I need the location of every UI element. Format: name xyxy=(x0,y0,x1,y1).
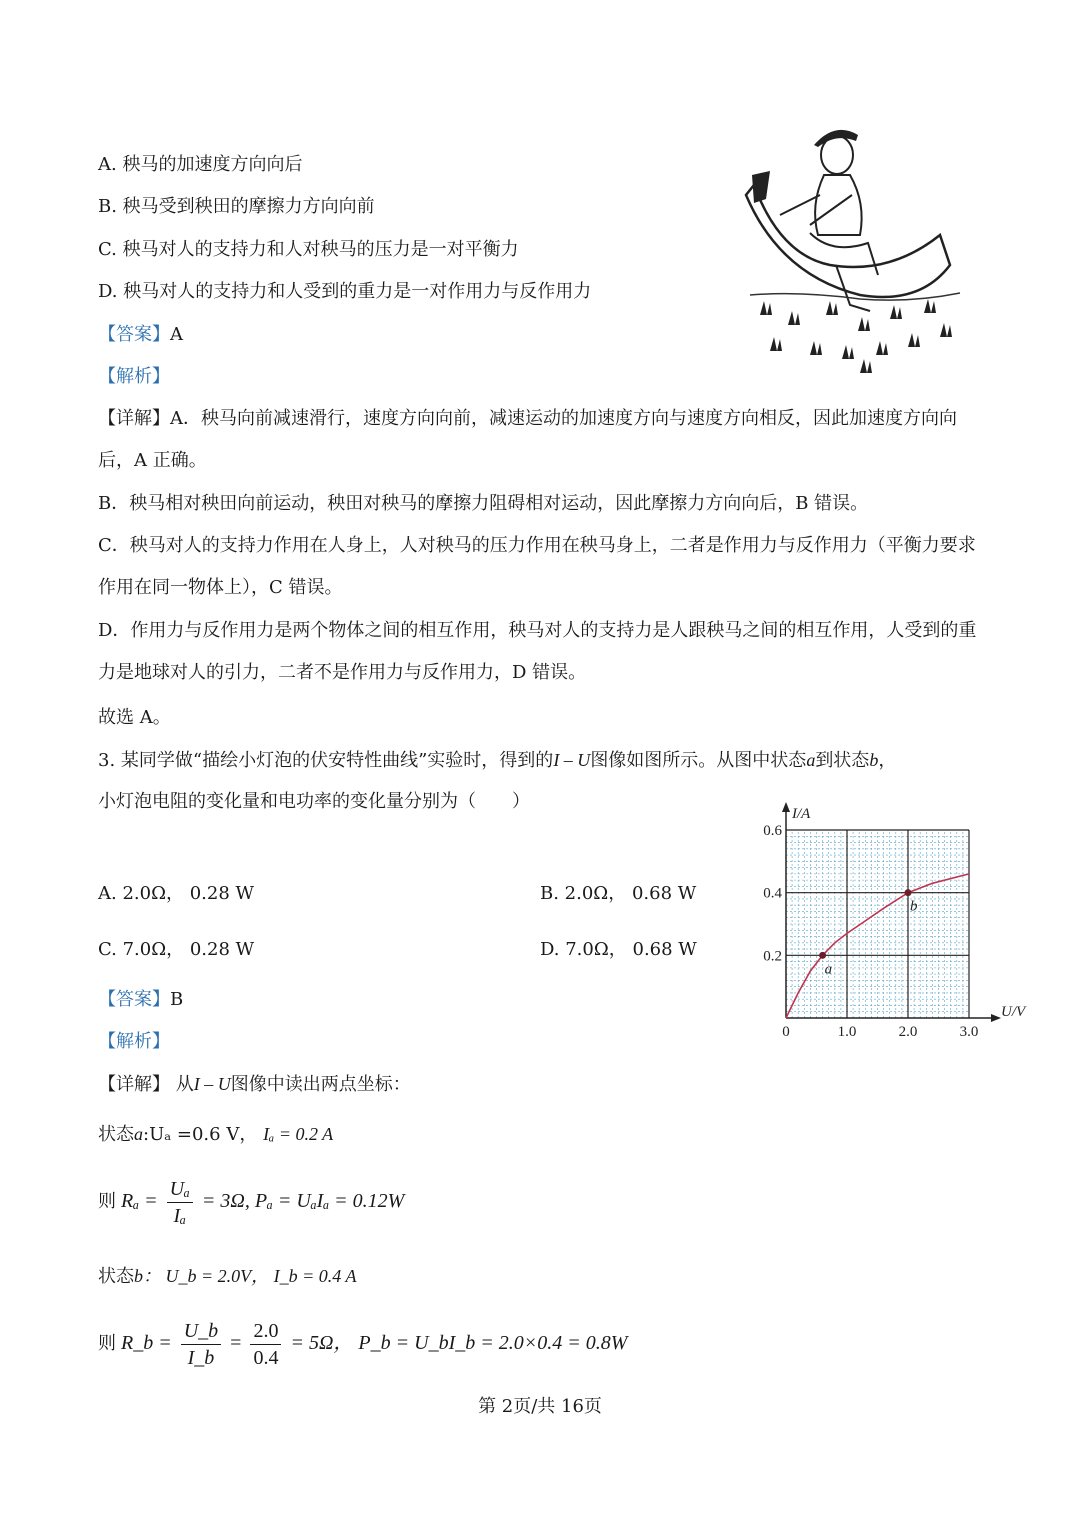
q3-option-b: B. 2.0Ω， 0.68 W xyxy=(540,883,697,904)
intro-part: 图像中读出两点坐标： xyxy=(230,1074,411,1095)
q3-stem-line2: 小灯泡电阻的变化量和电功率的变化量分别为（ ） xyxy=(98,791,530,812)
y-axis-label: I/A xyxy=(792,806,811,822)
point-a xyxy=(819,952,826,959)
q2-option-b: B. 秧马受到秧田的摩擦力方向向前 xyxy=(98,196,375,217)
point-label-b: b xyxy=(910,898,918,915)
x-tick-label: 1.0 xyxy=(837,1024,857,1040)
q3-stem-line1 xyxy=(98,748,896,773)
num-2-0: 2.0 xyxy=(250,1318,281,1345)
point-label-a: a xyxy=(824,961,833,978)
state-text: :Uₐ =0.6 V， xyxy=(143,1124,258,1145)
den-0-4: 0.4 xyxy=(253,1347,279,1369)
numeric-fraction xyxy=(250,1318,281,1371)
detail-a-text: A．秧马向前减速滑行，速度方向向前，减速运动的加速度方向与速度方向相反，因此加速度方向向后，A 正确。 xyxy=(98,408,957,471)
rb-rhs: = 5Ω， P_b = U_bI_b = 2.0×0.4 = 0.8W xyxy=(290,1332,628,1355)
intro-part: 从 xyxy=(175,1074,194,1095)
q2-option-d: D. 秧马对人的支持力和人受到的重力是一对作用力与反作用力 xyxy=(98,281,592,302)
ra-rhs: = 3Ω, Pₐ = UₐIₐ = 0.12W xyxy=(201,1190,405,1213)
then-label: 则 xyxy=(98,1191,116,1213)
q2-option-c: C. 秧马对人的支持力和人对秧马的压力是一对平衡力 xyxy=(98,239,519,260)
answer-tag: 【答案】 xyxy=(98,989,170,1010)
stem-part: ， xyxy=(878,750,897,771)
q2-option-a: A. 秧马的加速度方向向后 xyxy=(98,154,303,175)
analysis-tag: 【解析】 xyxy=(98,366,170,387)
x-tick-label: 0 xyxy=(782,1024,790,1040)
ub-over-ib xyxy=(181,1318,221,1371)
rb-lhs: R_b = xyxy=(121,1332,172,1355)
state-label: 状态 xyxy=(98,1124,134,1145)
q3-answer xyxy=(98,988,183,1012)
detail-tag: 【详解】 xyxy=(98,1074,170,1095)
y-axis-arrow xyxy=(782,802,790,812)
q3-option-a: A. 2.0Ω， 0.28 W xyxy=(98,883,255,904)
state-sym: a xyxy=(134,1124,143,1144)
x-axis-arrow xyxy=(991,1014,1001,1022)
stem-part: 图像如图所示。从图中状态 xyxy=(590,750,807,771)
q3-analysis-tag xyxy=(98,1030,170,1054)
ub: U_b xyxy=(181,1318,221,1345)
ua-over-ia xyxy=(167,1176,193,1229)
q2-detail-a xyxy=(98,398,988,482)
q2-conclusion: 故选 A。 xyxy=(98,707,171,728)
stem-iu: I – U xyxy=(553,750,591,770)
ib: I_b xyxy=(187,1347,215,1369)
farmer-illustration xyxy=(740,115,970,375)
q2-detail-b: B．秧马相对秧田向前运动，秧田对秧马的摩擦力阻碍相对运动，因此摩擦力方向向后，B 错误。 xyxy=(98,493,869,514)
state-text: ： U_b = 2.0V， I_b = 0.4 A xyxy=(143,1266,357,1286)
stem-part: 3. 某同学做“描绘小灯泡的伏安特性曲线”实验时，得到的 xyxy=(98,750,554,771)
point-b xyxy=(905,889,912,896)
formula-ra xyxy=(98,1176,404,1229)
state-sym: b xyxy=(134,1266,143,1286)
q2-detail-c: C．秧马对人的支持力作用在人身上，人对秧马的压力作用在秧马身上，二者是作用力与反作用力（平衡力要求作用在同一物体上），C 错误。 xyxy=(98,535,976,598)
q2-answer xyxy=(98,323,183,347)
x-tick-label: 2.0 xyxy=(898,1024,918,1040)
x-axis-label: U/V xyxy=(1001,1004,1026,1020)
then-label: 则 xyxy=(98,1333,116,1355)
q3-state-a xyxy=(98,1122,333,1147)
stem-state-a: a xyxy=(806,750,816,770)
ra-lhs: Rₐ = xyxy=(121,1190,158,1213)
state-current: Iₐ = 0.2 A xyxy=(263,1124,334,1144)
stem-part: 到状态 xyxy=(815,750,870,771)
answer-tag: 【答案】 xyxy=(98,324,170,345)
ua: Uₐ xyxy=(167,1176,193,1203)
q2-analysis-tag xyxy=(98,365,170,389)
analysis-tag: 【解析】 xyxy=(98,1031,170,1052)
state-label: 状态 xyxy=(98,1266,134,1287)
q3-option-d: D. 7.0Ω， 0.68 W xyxy=(540,939,697,960)
y-tick-label: 0.2 xyxy=(763,948,782,965)
x-tick-label: 3.0 xyxy=(959,1024,979,1040)
intro-iu: I – U xyxy=(193,1074,231,1094)
q2-detail-d: D．作用力与反作用力是两个物体之间的相互作用，秧马对人的支持力是人跟秧马之间的相互作用，人受到的重力是地球对人的引力，二者不是作用力与反作用力，D 错误。 xyxy=(98,620,977,683)
ia: Iₐ xyxy=(173,1205,186,1227)
answer-value: B xyxy=(170,989,184,1010)
y-tick-label: 0.4 xyxy=(763,885,782,902)
q3-state-b xyxy=(98,1264,356,1289)
iu-chart xyxy=(750,800,1040,1045)
formula-rb: 则 R_b = $\frac{U\_b}{I\_b}$ = $\frac{2.0}{0.4}$ = 5Ω， P_b = U_bI_b = 2.0×0.4 = 0.8W xyxy=(98,1320,628,1369)
q3-option-c: C. 7.0Ω， 0.28 W xyxy=(98,939,255,960)
stem-state-b: b xyxy=(869,750,879,770)
answer-value: A xyxy=(170,324,183,345)
page-footer: 第 2页/共 16页 xyxy=(478,1396,602,1417)
y-tick-label: 0.6 xyxy=(763,823,782,839)
detail-tag: 【详解】 xyxy=(98,408,170,429)
q3-detail-intro xyxy=(98,1072,411,1097)
